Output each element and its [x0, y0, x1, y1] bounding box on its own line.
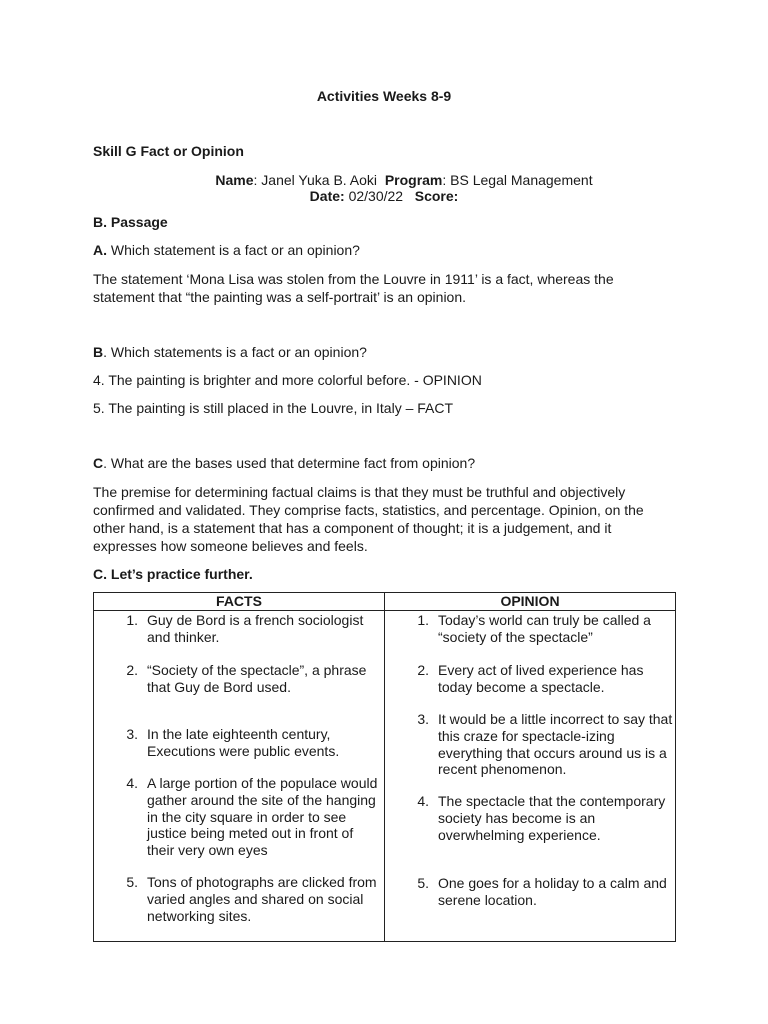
question-c	[93, 455, 475, 471]
facts-column-header: FACTS	[94, 593, 385, 611]
fact-number: 2.	[126, 662, 138, 678]
answer-a: The statement ‘Mona Lisa was stolen from the Louvre in 1911’ is a fact, whereas the statement that “the painting was a self-portrait’ is an opinion.	[93, 271, 614, 305]
opinion-cell	[385, 611, 676, 942]
answer-b-item-5: 5. The painting is still placed in the Louvre, in Italy – FACT	[93, 400, 454, 416]
facts-cell	[94, 611, 385, 942]
fact-text: Tons of photographs are clicked from varied angles and shared on social networking sites.	[147, 874, 377, 924]
question-c-letter: C	[93, 455, 104, 471]
name-value: : Janel Yuka B. Aoki	[253, 172, 378, 188]
fact-text: In the late eighteenth century, Executions were public events.	[147, 726, 340, 759]
fact-number: 5.	[126, 874, 138, 890]
opinion-text: The spectacle that the contemporary society has become is an overwhelming experience.	[438, 793, 666, 843]
opinion-number: 5.	[417, 875, 429, 891]
fact-text: Guy de Bord is a french sociologist and thinker.	[147, 612, 364, 645]
fact-text: A large portion of the populace would gather around the site of the hanging in the city square in order to see justice being meted out in front of their very own eyes	[147, 775, 378, 859]
question-b	[93, 344, 367, 360]
program-label: Program	[384, 172, 443, 188]
name-program-line	[0, 172, 768, 188]
fact-number: 1.	[126, 612, 138, 628]
section-b-heading: B. Passage	[93, 214, 168, 230]
answer-b-item-4: 4. The painting is brighter and more colorful before. - OPINION	[93, 372, 482, 388]
answer-c: The premise for determining factual claims is that they must be truthful and objectively confirmed and validated. They comprise facts, statistics, and percentage. Opinion, on the other hand, is a statement that has a component of thought; it is a judgement, and it expresses how someone believes and feels.	[93, 484, 644, 554]
fact-number: 4.	[126, 775, 138, 791]
name-label: Name	[215, 172, 254, 188]
opinion-text: It would be a little incorrect to say that this craze for spectacle-izing everything that occurs around us is a recent phenomenon.	[438, 711, 673, 778]
opinion-number: 1.	[417, 612, 429, 628]
date-score-line	[0, 188, 768, 204]
opinion-column-header: OPINION	[385, 593, 676, 611]
opinion-text: Every act of lived experience has today become a spectacle.	[438, 662, 644, 695]
question-a-text: Which statement is a fact or an opinion?	[107, 242, 360, 258]
score-label: Score:	[414, 188, 459, 204]
question-b-letter: B	[93, 344, 104, 360]
question-b-text: . Which statements is a fact or an opinion?	[103, 344, 367, 360]
opinion-number: 4.	[417, 793, 429, 809]
date-label: Date:	[309, 188, 345, 204]
question-a-letter: A.	[93, 242, 107, 258]
fact-opinion-table	[93, 592, 676, 942]
question-c-text: . What are the bases used that determine fact from opinion?	[103, 455, 476, 471]
program-value: : BS Legal Management	[442, 172, 593, 188]
opinion-number: 3.	[417, 711, 429, 727]
opinion-text: One goes for a holiday to a calm and serene location.	[438, 875, 667, 908]
date-value: 02/30/22	[344, 188, 404, 204]
document-title: Activities Weeks 8-9	[316, 88, 452, 104]
section-c-heading: C. Let’s practice further.	[93, 566, 253, 582]
question-a	[93, 242, 360, 258]
opinion-number: 2.	[417, 662, 429, 678]
fact-number: 3.	[126, 726, 138, 742]
opinion-text: Today’s world can truly be called a “society of the spectacle”	[438, 612, 651, 645]
fact-text: “Society of the spectacle”, a phrase that Guy de Bord used.	[147, 662, 367, 695]
skill-heading: Skill G Fact or Opinion	[93, 143, 244, 159]
